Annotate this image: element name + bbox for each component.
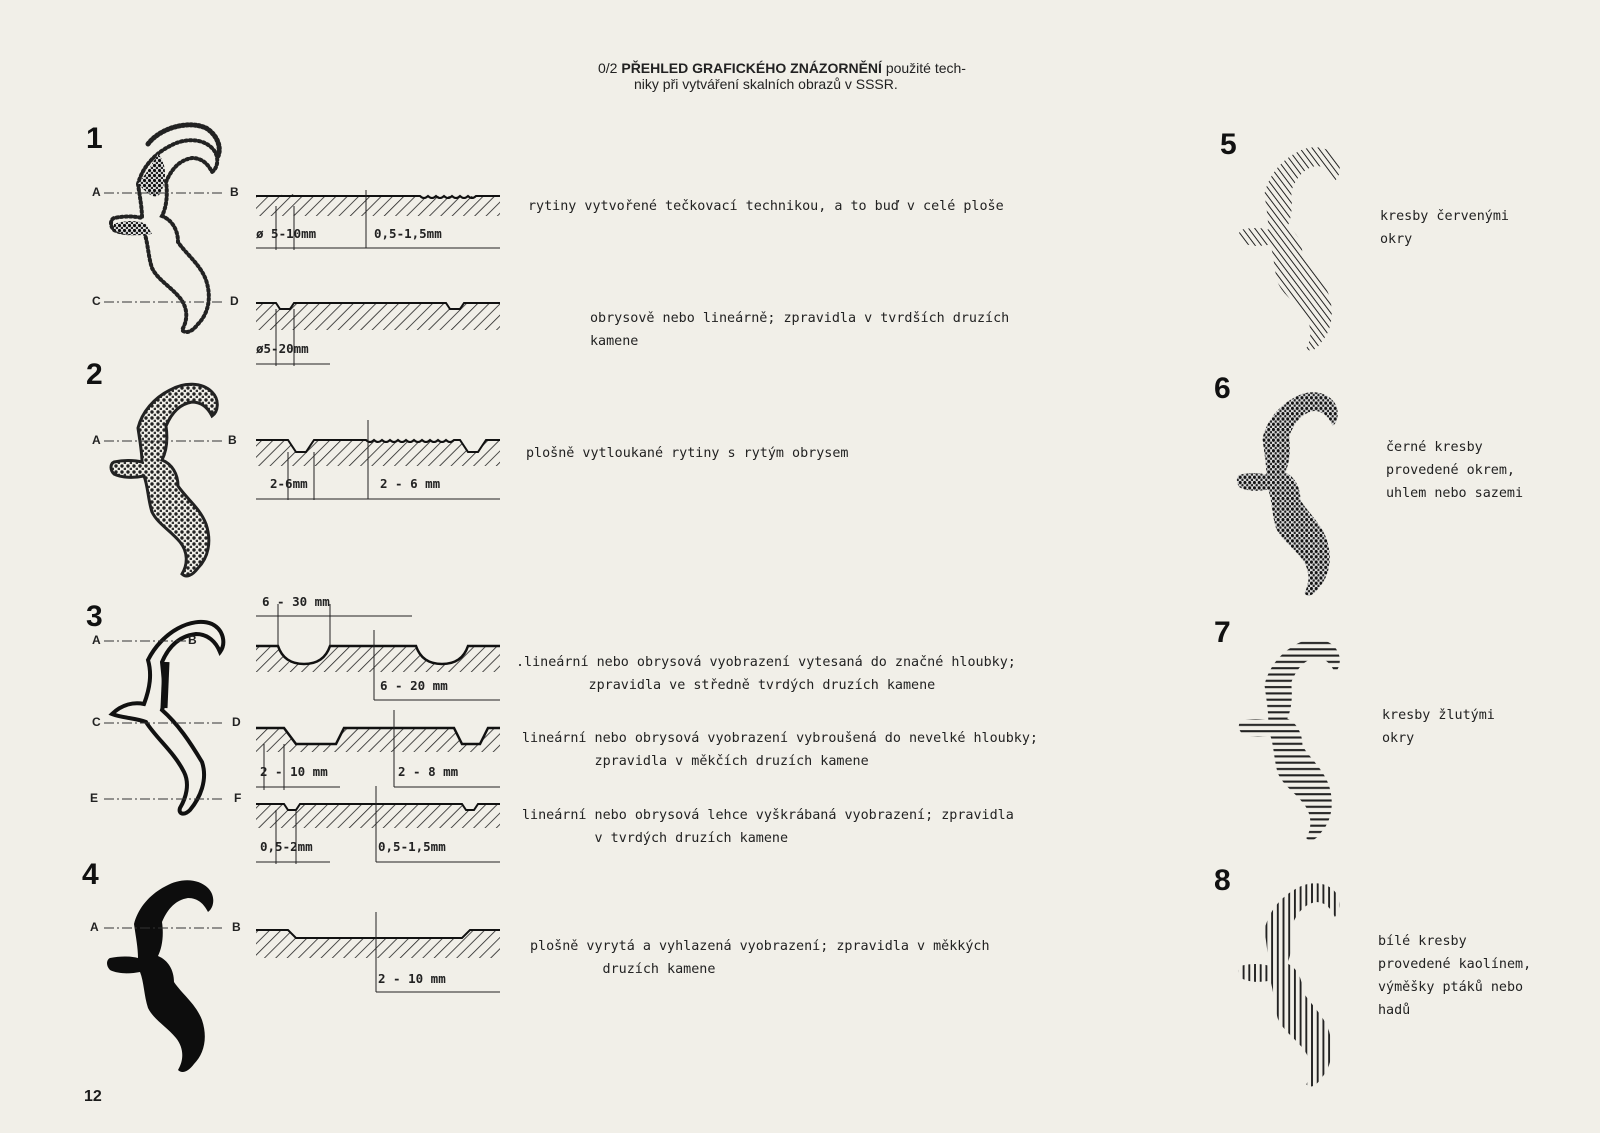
letter-3-a: A <box>92 633 101 647</box>
section-number-7: 7 <box>1214 616 1231 649</box>
measure-3-top: 6 - 30 mm <box>262 594 330 609</box>
letter-2-a: A <box>92 433 101 447</box>
description-3a: .lineární nebo obrysová vyobrazení vytesaná do značné hloubky; zpravidla ve středně tvrdých druzích kamene <box>516 655 1016 693</box>
letter-3-c: C <box>92 715 101 729</box>
description-1b: obrysově nebo lineárně; zpravidla v tvrdších druzích kamene <box>590 311 1010 349</box>
description-8: bílé kresby provedené kaolínem, výměšky ptáků nebo hadů <box>1378 934 1532 1018</box>
figure-3-outlined <box>112 622 223 814</box>
description-3b: lineární nebo obrysová vyobrazení vybroušená do nevelké hloubky; zpravidla v měkčích druzích kamene <box>522 731 1038 769</box>
description-2: plošně vytloukané rytiny s rytým obrysem <box>526 446 849 461</box>
letter-1-c: C <box>92 294 101 308</box>
caption-title: PŘEHLED GRAFICKÉHO ZNÁZORNĚNÍ <box>621 60 882 76</box>
section-number-3: 3 <box>86 600 103 633</box>
measure-3d: 0,5-2mm <box>260 839 313 854</box>
figure-1-dotted <box>111 125 219 332</box>
measure-2b: 2 - 6 mm <box>380 476 441 491</box>
section-number-5: 5 <box>1220 128 1237 161</box>
caption-prefix: 0/2 <box>598 60 618 76</box>
letter-3-f: F <box>234 791 242 805</box>
description-5: kresby červenými okry <box>1380 209 1509 247</box>
cross-section-1b <box>256 303 500 366</box>
figure-8-white <box>1239 883 1340 1086</box>
letter-1-a: A <box>92 185 101 199</box>
measure-2a: 2-6mm <box>270 476 308 491</box>
section-number-4: 4 <box>82 858 99 891</box>
measure-3a: 6 - 20 mm <box>380 678 448 693</box>
figure-4-solid <box>107 880 213 1072</box>
section-number-8: 8 <box>1214 864 1231 897</box>
measure-1c: ø5-20mm <box>256 341 309 356</box>
figure-2-pecked <box>111 384 217 576</box>
description-7: kresby žlutými okry <box>1382 708 1495 746</box>
section-number-6: 6 <box>1214 372 1231 405</box>
cross-section-3a <box>256 604 500 700</box>
figure-5-red-ochre <box>1239 147 1340 350</box>
caption-line2: niky při vytváření skalních obrazů v SSSR. <box>634 76 898 92</box>
letter-3-d: D <box>232 715 241 729</box>
description-4: plošně vyrytá a vyhlazená vyobrazení; zpravidla v měkkých druzích kamene <box>530 939 990 977</box>
letter-4-a: A <box>90 920 99 934</box>
letter-1-b: B <box>230 185 239 199</box>
letter-2-b: B <box>228 433 237 447</box>
letter-3-e: E <box>90 791 99 805</box>
measure-3e: 0,5-1,5mm <box>378 839 446 854</box>
figure-caption <box>598 60 1038 92</box>
measure-4a: 2 - 10 mm <box>378 971 446 986</box>
section-number-1: 1 <box>86 122 103 155</box>
figure-7-yellow-ochre <box>1239 639 1340 840</box>
measure-3c: 2 - 8 mm <box>398 764 459 779</box>
letter-4-b: B <box>232 920 241 934</box>
page-number: 12 <box>84 1088 102 1105</box>
caption-rest: použité tech- <box>885 60 966 76</box>
description-6: černé kresby provedené okrem, uhlem nebo sazemi <box>1386 440 1524 501</box>
letter-3-b: B <box>188 633 197 647</box>
measure-1b: 0,5-1,5mm <box>374 226 442 241</box>
measure-3b: 2 - 10 mm <box>260 764 328 779</box>
description-1a: rytiny vytvořené tečkovací technikou, a to buď v celé ploše <box>528 199 1004 214</box>
cross-section-1a <box>256 190 500 250</box>
figure-6-black <box>1237 392 1338 595</box>
letter-1-d: D <box>230 294 239 308</box>
measure-1a: ø 5-10mm <box>256 226 317 241</box>
description-3c: lineární nebo obrysová lehce vyškrábaná vyobrazení; zpravidla v tvrdých druzích kamene <box>522 808 1014 846</box>
section-number-2: 2 <box>86 358 103 391</box>
